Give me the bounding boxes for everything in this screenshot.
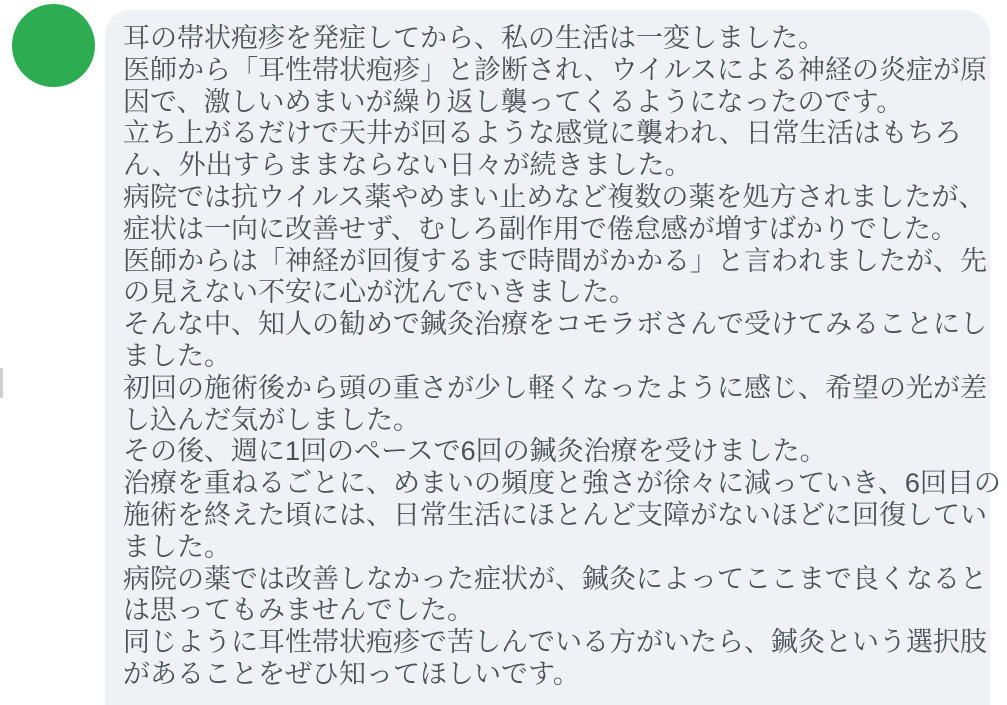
message-line: 症状は一向に改善せず、むしろ副作用で倦怠感が増すばかりでした。 [123,213,958,244]
message-line: 医師から「耳性帯状疱疹」と診断され、ウイルスによる神経の炎症が原 [123,54,987,85]
message-line: そんな中、知人の勧めで鍼灸治療をコモラボさんで受けてみることにし [123,309,987,340]
message-line: 病院では抗ウイルス薬やめまい止めなど複数の薬を処方されましたが、 [123,181,986,212]
message-line: ん、外出すらままならない日々が続きました。 [123,150,692,181]
message-line: 因で、激しいめまいが繰り返し襲ってくるようになったのです。 [123,86,904,117]
message-line: 病院の薬では改善しなかった症状が、鍼灸によってここまで良くなると [123,563,987,594]
message-line: 耳の帯状疱疹を発症してから、私の生活は一変しました。 [123,23,825,53]
message-line: ました。 [123,531,231,562]
message-line: の見えない不安に心が沈んでいきました。 [123,277,636,308]
message-bubble [105,10,1001,705]
message-line: 同じように耳性帯状疱疹で苦しんでいる方がいたら、鍼灸という選択肢 [123,627,987,658]
message-line: ました。 [123,340,231,371]
message-text [123,23,1001,691]
message-line: 治療を重ねるごとに、めまいの頻度と強さが徐々に減っていき、6回目の [123,468,1001,499]
message-line: 立ち上がるだけで天井が回るような感覚に襲われ、日常生活はもちろ [123,118,962,149]
message-line: があることをぜひ知ってほしいです。 [123,658,580,689]
message-line: し込んだ気がしました。 [123,404,420,435]
message-line: は思ってもみませんでした。 [123,595,474,626]
message-line: 初回の施術後から頭の重さが少し軽くなったように感じ、希望の光が差 [123,372,987,403]
avatar[interactable] [12,4,95,87]
message-line: その後、週に1回のペースで6回の鍼灸治療を受けました。 [123,436,827,467]
message-line: 医師からは「神経が回復するまで時間がかかる」と言われましたが、先 [123,245,987,276]
scrollbar-fragment[interactable] [0,368,3,398]
message-line: 施術を終えた頃には、日常生活にほとんど支障がないほどに回復してい [123,499,987,530]
